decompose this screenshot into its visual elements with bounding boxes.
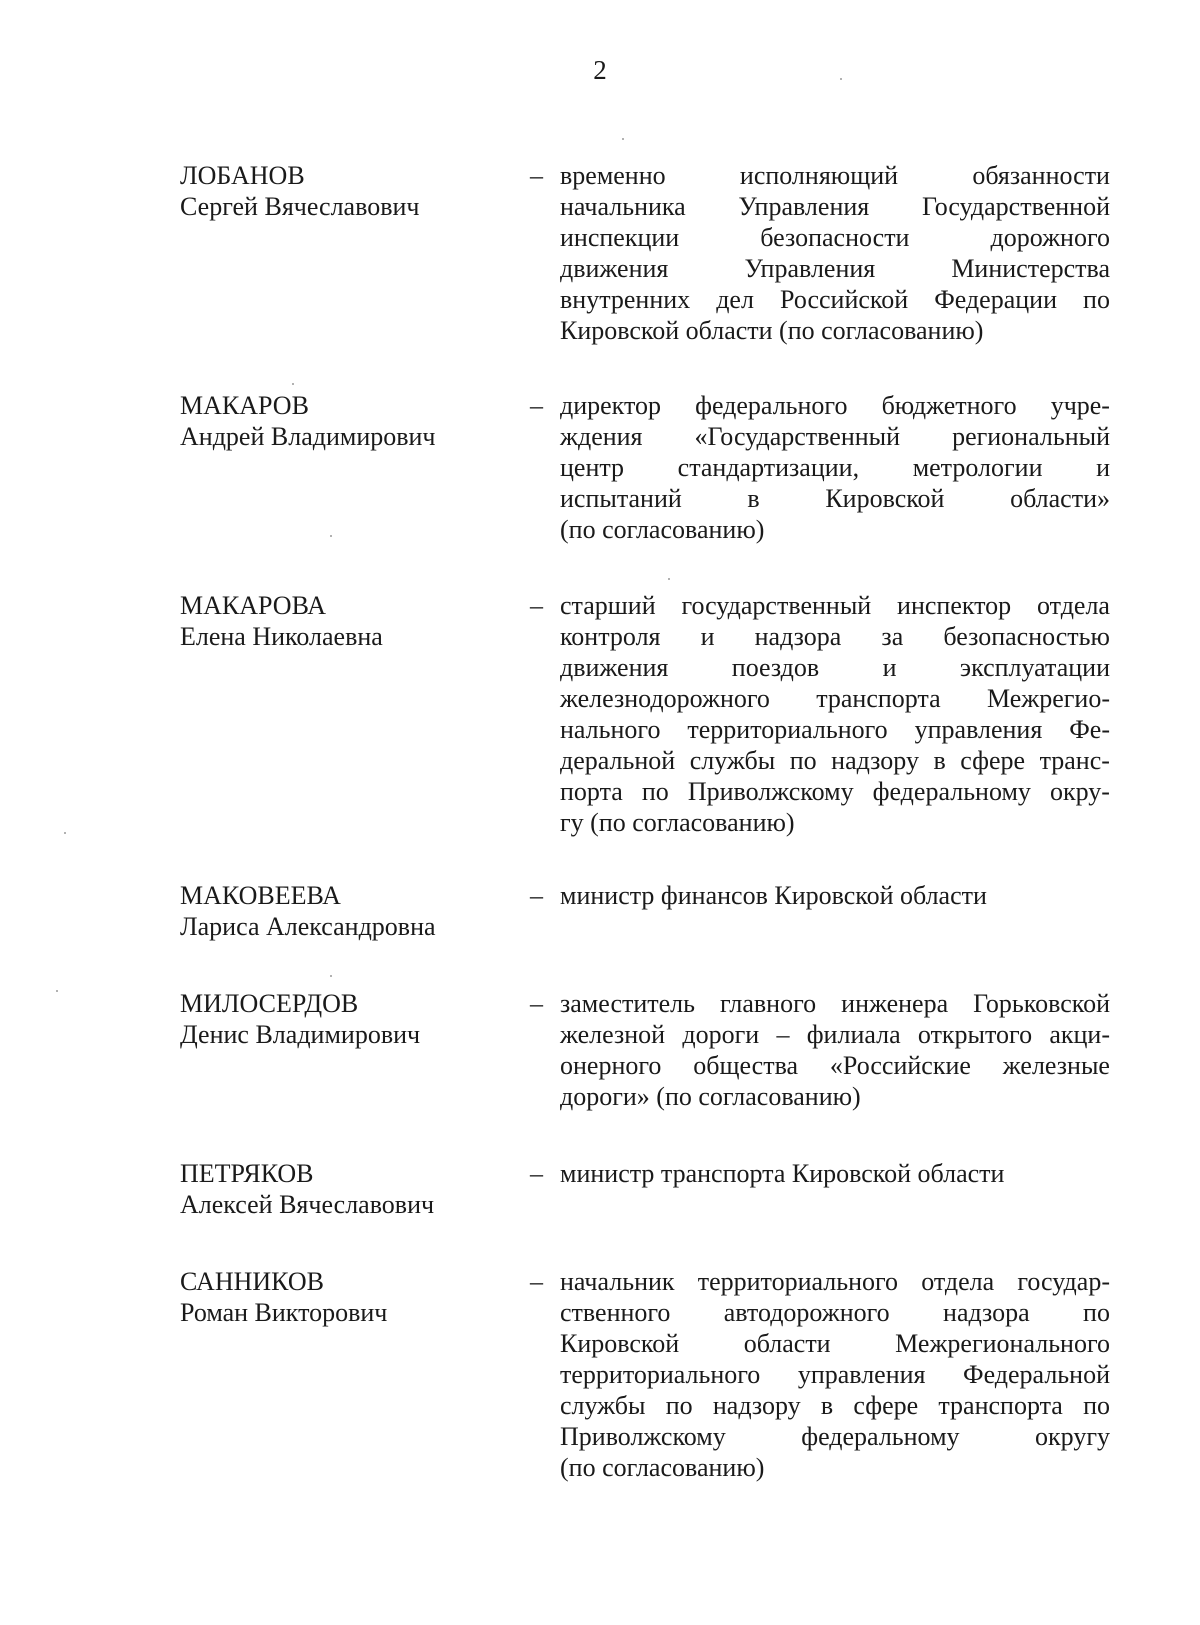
word: центр <box>560 453 625 482</box>
description-line <box>560 160 1110 191</box>
word: территориального <box>697 1267 899 1296</box>
scan-speck <box>330 975 332 977</box>
surname: МИЛОСЕРДОВ <box>180 989 359 1018</box>
description-line <box>560 421 1110 452</box>
description-line <box>560 1421 1110 1452</box>
word: главного <box>720 989 817 1018</box>
description-line <box>560 390 1110 421</box>
dash-separator: – <box>530 1267 543 1296</box>
description-line <box>560 1266 1110 1297</box>
word: временно <box>560 161 666 190</box>
description-line <box>560 1390 1110 1421</box>
word: Министерства <box>951 254 1110 283</box>
given-names: Сергей Вячеславович <box>180 192 420 221</box>
word: Горьковской <box>973 989 1110 1018</box>
word: Кировской <box>560 1329 680 1358</box>
scan-speck <box>292 383 294 385</box>
word: территориального <box>687 715 888 744</box>
word: инспекции <box>560 223 680 252</box>
description-line <box>560 253 1110 284</box>
person-name <box>180 590 520 652</box>
position-description <box>560 390 1110 545</box>
dash-separator: – <box>530 1159 543 1188</box>
position-description <box>560 1158 1110 1189</box>
word: Федерации <box>934 285 1057 314</box>
word: надзора <box>754 622 842 651</box>
word: открытого <box>917 1020 1033 1049</box>
word: за <box>881 622 904 651</box>
word: надзора <box>943 1298 1030 1327</box>
given-names: Денис Владимирович <box>180 1020 421 1049</box>
scan-speck <box>668 578 670 580</box>
description-line <box>560 745 1110 776</box>
word: дороги <box>682 1020 760 1049</box>
description-line <box>560 284 1110 315</box>
word: Управления <box>738 192 870 221</box>
word: Межрегионального <box>895 1329 1110 1358</box>
word: транспорта <box>816 684 941 713</box>
word: дорожного <box>990 223 1110 252</box>
word: отдела <box>1037 591 1110 620</box>
description-line <box>560 714 1110 745</box>
position-description <box>560 880 1110 911</box>
word: бюджетного <box>881 391 1017 420</box>
word: сфере <box>960 746 1026 775</box>
word: филиала <box>806 1020 901 1049</box>
description-line: гу (по согласованию) <box>560 808 795 837</box>
word: по <box>1083 285 1110 314</box>
position-description <box>560 160 1110 346</box>
word: Приволжскому <box>560 1422 726 1451</box>
word: управления <box>914 715 1043 744</box>
word: директор <box>560 391 661 420</box>
surname: ПЕТРЯКОВ <box>180 1159 314 1188</box>
dash-separator: – <box>530 989 543 1018</box>
word: заместитель <box>560 989 696 1018</box>
word: Управления <box>744 254 876 283</box>
person-name <box>180 390 520 452</box>
word: и <box>700 622 715 651</box>
person-name <box>180 160 520 222</box>
description-line: министр финансов Кировской области <box>560 881 987 910</box>
given-names: Елена Николаевна <box>180 622 383 651</box>
person-name <box>180 1158 520 1220</box>
word: государ- <box>1017 1267 1110 1296</box>
word: Кировской <box>825 484 945 513</box>
word: деральной <box>560 746 676 775</box>
description-line <box>560 988 1110 1019</box>
word: Приволжскому <box>687 777 854 806</box>
page-number: 2 <box>593 55 607 85</box>
word: в <box>820 1391 834 1420</box>
word: Фе- <box>1069 715 1110 744</box>
dash-separator: – <box>530 591 543 620</box>
position-description <box>560 590 1110 838</box>
word: федеральному <box>801 1422 960 1451</box>
scan-speck <box>56 990 58 992</box>
position-description <box>560 1266 1110 1483</box>
word: окру- <box>1050 777 1110 806</box>
word: территориального <box>560 1360 761 1389</box>
word: безопасности <box>760 223 910 252</box>
description-line <box>560 452 1110 483</box>
word: транспорта <box>938 1391 1063 1420</box>
description-line <box>560 1019 1110 1050</box>
word: общества <box>693 1051 799 1080</box>
word: Российской <box>780 285 909 314</box>
word: дел <box>716 285 754 314</box>
word: по <box>641 777 669 806</box>
scan-speck <box>840 78 842 80</box>
word: движения <box>560 254 669 283</box>
word: метрологии <box>912 453 1043 482</box>
word: округу <box>1035 1422 1110 1451</box>
word: нального <box>560 715 661 744</box>
word: федерального <box>695 391 848 420</box>
word: Государственной <box>921 192 1110 221</box>
word: автодорожного <box>723 1298 890 1327</box>
word: начальника <box>560 192 686 221</box>
surname: МАКАРОВ <box>180 391 309 420</box>
description-line: (по согласованию) <box>560 1453 765 1482</box>
scan-speck <box>622 138 624 140</box>
surname: МАКАРОВА <box>180 591 327 620</box>
given-names: Лариса Александровна <box>180 912 436 941</box>
word: безопасностью <box>943 622 1110 651</box>
word: поездов <box>731 653 820 682</box>
word: транс- <box>1039 746 1110 775</box>
word: отдела <box>921 1267 995 1296</box>
word: по <box>1083 1391 1110 1420</box>
description-line: дороги» (по согласованию) <box>560 1082 861 1111</box>
word: государственный <box>681 591 872 620</box>
given-names: Алексей Вячеславович <box>180 1190 435 1219</box>
word: железные <box>1002 1051 1110 1080</box>
word: в <box>933 746 946 775</box>
word: по <box>789 746 817 775</box>
word: инженера <box>841 989 949 1018</box>
word: Межрегио- <box>986 684 1110 713</box>
description-line: (по согласованию) <box>560 515 765 544</box>
description-line <box>560 1359 1110 1390</box>
word: инспектор <box>897 591 1012 620</box>
word: по <box>1083 1298 1110 1327</box>
description-line <box>560 483 1110 514</box>
word: федеральному <box>872 777 1031 806</box>
word: обязанности <box>972 161 1110 190</box>
word: стандартизации, <box>677 453 860 482</box>
word: контроля <box>560 622 661 651</box>
word: порта <box>560 777 623 806</box>
word: и <box>882 653 897 682</box>
word: управления <box>797 1360 926 1389</box>
word: железной <box>560 1020 666 1049</box>
word: по <box>665 1391 693 1420</box>
dash-separator: – <box>530 881 543 910</box>
description-line <box>560 191 1110 222</box>
description-line <box>560 1328 1110 1359</box>
surname: ЛОБАНОВ <box>180 161 305 190</box>
word: «Государственный <box>694 422 901 451</box>
word: исполняющий <box>739 161 899 190</box>
dash-separator: – <box>530 161 543 190</box>
person-name <box>180 1266 520 1328</box>
word: начальник <box>560 1267 675 1296</box>
word: онерного <box>560 1051 662 1080</box>
word: службы <box>689 746 776 775</box>
scan-speck <box>330 535 332 537</box>
word: надзору <box>712 1391 801 1420</box>
position-description <box>560 988 1110 1112</box>
description-line <box>560 1297 1110 1328</box>
surname: МАКОВЕЕВА <box>180 881 341 910</box>
description-line: Кировской области (по согласованию) <box>560 316 984 345</box>
word: эксплуатации <box>959 653 1110 682</box>
word: ждения <box>560 422 643 451</box>
word: учре- <box>1050 391 1110 420</box>
dash-separator: – <box>530 391 543 420</box>
description-line <box>560 621 1110 652</box>
word: – <box>776 1020 790 1049</box>
scan-speck <box>64 832 66 834</box>
person-name <box>180 988 520 1050</box>
word: надзору <box>831 746 919 775</box>
description-line <box>560 222 1110 253</box>
given-names: Андрей Владимирович <box>180 422 436 451</box>
word: области» <box>1010 484 1110 513</box>
description-line <box>560 590 1110 621</box>
word: акци- <box>1049 1020 1110 1049</box>
description-line <box>560 1050 1110 1081</box>
word: движения <box>560 653 669 682</box>
description-line <box>560 652 1110 683</box>
word: службы <box>560 1391 646 1420</box>
word: сфере <box>853 1391 919 1420</box>
word: региональный <box>952 422 1110 451</box>
word: ственного <box>560 1298 671 1327</box>
surname: САННИКОВ <box>180 1267 324 1296</box>
person-name <box>180 880 520 942</box>
description-line <box>560 776 1110 807</box>
given-names: Роман Викторович <box>180 1298 388 1327</box>
word: внутренних <box>560 285 691 314</box>
word: «Российские <box>829 1051 971 1080</box>
word: в <box>747 484 760 513</box>
word: испытаний <box>560 484 682 513</box>
word: железнодорожного <box>560 684 770 713</box>
word: Федеральной <box>963 1360 1110 1389</box>
description-line: министр транспорта Кировской области <box>560 1159 1005 1188</box>
description-line <box>560 683 1110 714</box>
word: старший <box>560 591 656 620</box>
word: и <box>1096 453 1110 482</box>
word: области <box>743 1329 831 1358</box>
